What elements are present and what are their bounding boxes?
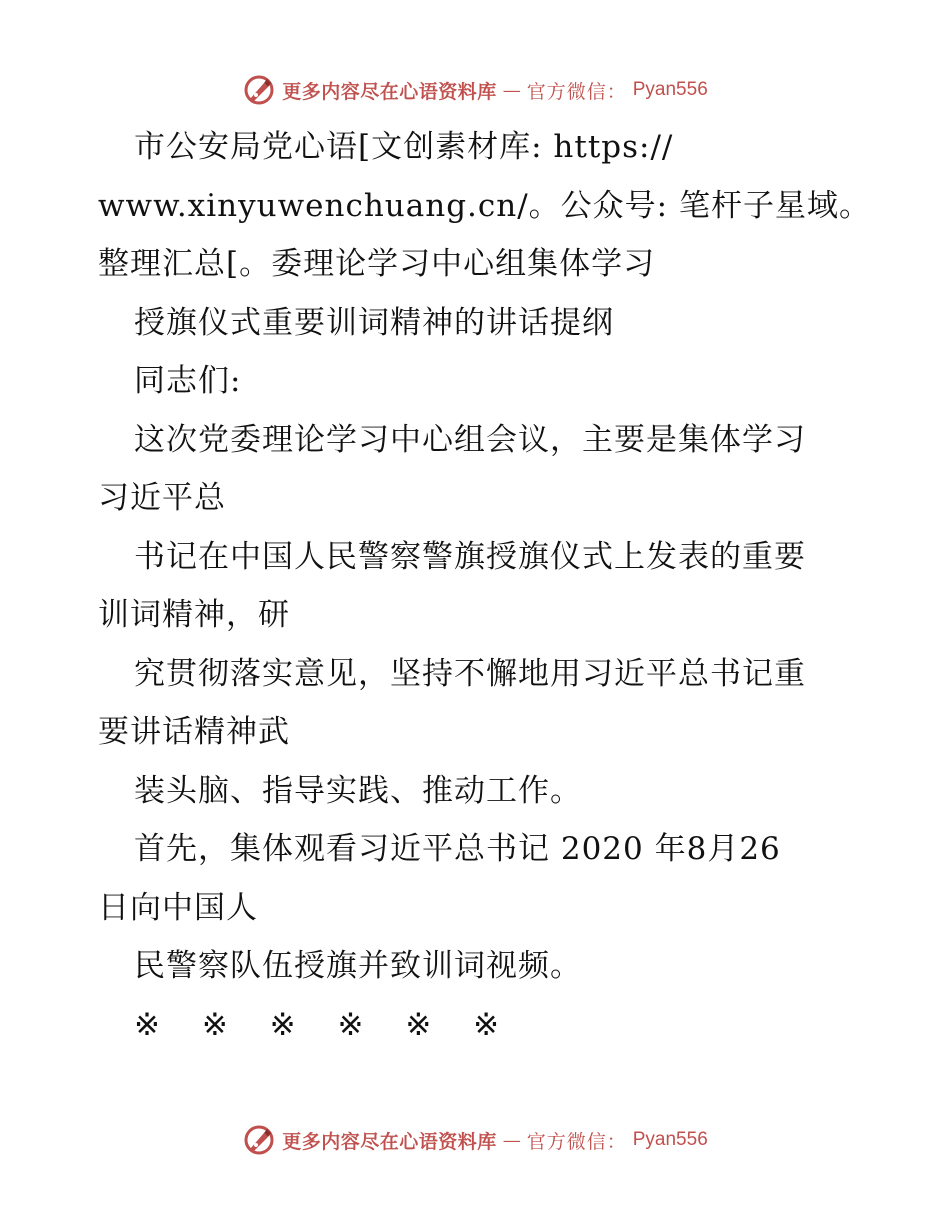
body-line: 训词精神，研: [98, 597, 290, 633]
body-line: 首先，集体观看习近平总书记 2020 年8月26: [134, 831, 781, 867]
body-line: 装头脑、指导实践、推动工作。: [134, 772, 582, 809]
banner-wechat-label: 官方微信：: [526, 80, 627, 103]
footer-banner: [0, 1120, 950, 1160]
banner-separator: —: [502, 79, 521, 101]
banner-wechat-label: 官方微信：: [526, 1130, 627, 1153]
banner-main-text: 更多内容尽在心语资料库: [282, 80, 497, 103]
body-line: 究贯彻落实意见，坚持不懈地用习近平总书记重: [134, 655, 806, 692]
banner-account: Pyan556: [632, 79, 708, 100]
header-banner: [0, 70, 950, 110]
body-line: 书记在中国人民警察警旗授旗仪式上发表的重要: [134, 538, 806, 575]
body-line: 要讲话精神武: [98, 714, 290, 750]
banner-separator: —: [502, 1129, 521, 1151]
body-line: 整理汇总[。委理论学习中心组集体学习: [98, 246, 656, 282]
banner-main-text: 更多内容尽在心语资料库: [282, 1130, 497, 1153]
document-body: [98, 118, 871, 1054]
banner-account: Pyan556: [632, 1129, 708, 1150]
body-line: 民警察队伍授旗并致训词视频。: [134, 948, 582, 984]
body-line: 这次党委理论学习中心组会议，主要是集体学习: [134, 421, 806, 458]
body-line: www.xinyuwenchuang.cn/。公众号: 笔杆子星域。: [98, 187, 871, 224]
pen-logo-icon: [242, 1123, 276, 1157]
pen-logo-icon: [242, 73, 276, 107]
body-line: 市公安局党心语[文创素材库: https://: [134, 129, 674, 165]
salutation: 同志们:: [134, 363, 242, 399]
body-line: 习近平总: [98, 480, 226, 516]
document-title: 授旗仪式重要训词精神的讲话提纲: [134, 304, 614, 341]
body-line: 日向中国人: [98, 889, 258, 926]
section-divider-marks: ※ ※ ※ ※ ※ ※: [134, 1006, 516, 1043]
